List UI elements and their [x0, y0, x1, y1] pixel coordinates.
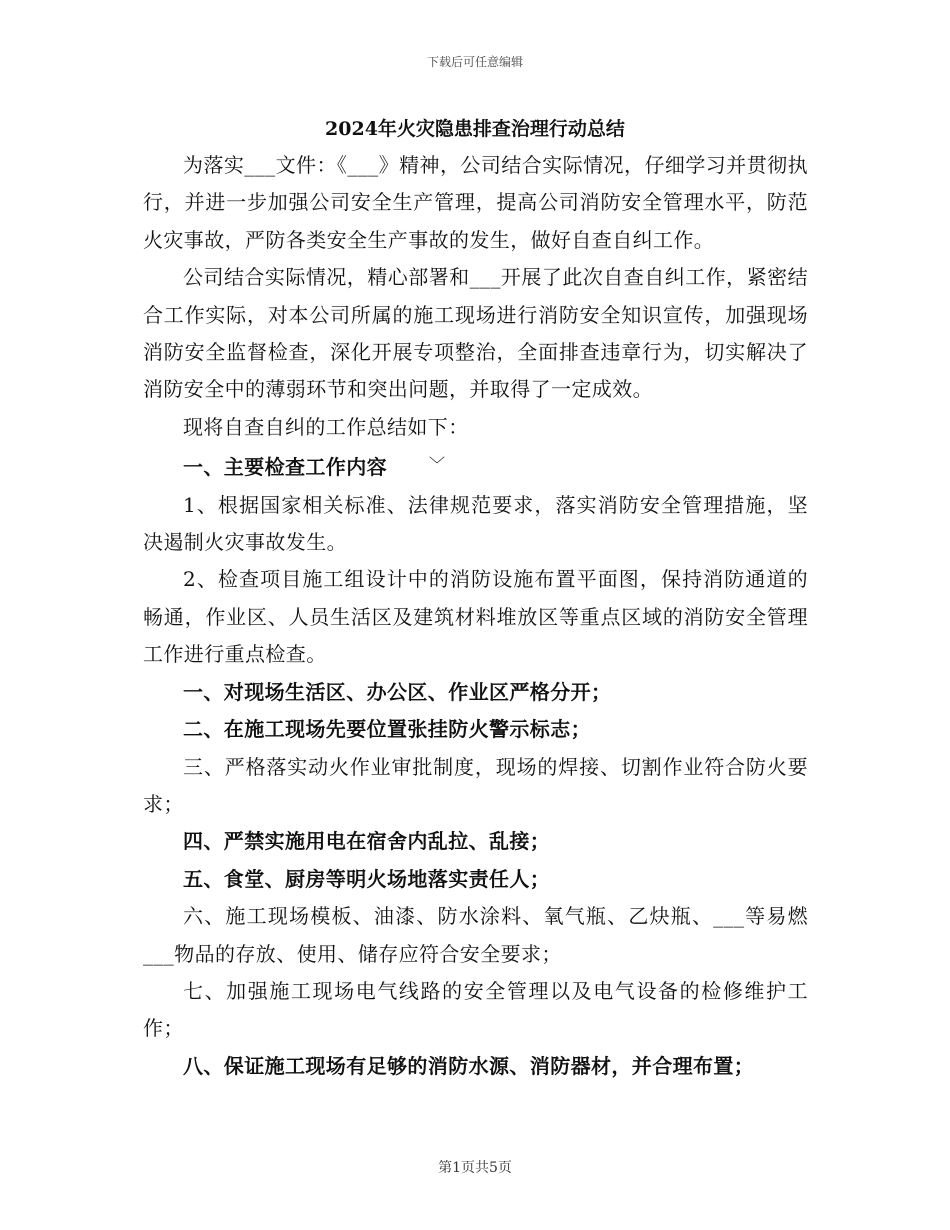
summary-lead-paragraph: 现将自查自纠的工作总结如下：	[183, 414, 469, 439]
section-heading-text: 一、主要检查工作内容	[183, 455, 387, 480]
check-item-1: 一、对现场生活区、办公区、作业区严格分开；	[183, 679, 612, 704]
item-paragraph-2: 2、检查项目施工组设计中的消防设施布置平面图，保持消防通道的畅通，作业区、人员生活区及建筑材料堆放区等重点区域的消防安全管理工作进行重点检查。	[143, 567, 808, 667]
check-item-5: 五、食堂、厨房等明火场地落实责任人；	[183, 866, 551, 891]
intro-paragraph: 为落实___文件：《___》精神，公司结合实际情况，仔细学习并贯彻执行，并进一步加强公司安全生产管理，提高公司消防安全管理水平，防范火灾事故，严防各类安全生产事故的发生，做好自查自纠工作。	[143, 153, 808, 252]
document-body	[143, 147, 808, 1085]
document-title: 2024年火灾隐患排查治理行动总结	[325, 118, 625, 140]
check-item-7: 七、加强施工现场电气线路的安全管理以及电气设备的检修维护工作；	[143, 978, 808, 1041]
chevron-down-icon: ﹀	[429, 455, 446, 475]
check-item-8: 八、保证施工现场有足够的消防水源、消防器材，并合理布置；	[183, 1053, 755, 1078]
page-header-note: 下载后可任意编辑	[426, 55, 523, 69]
check-item-2: 二、在施工现场先要位置张挂防火警示标志；	[183, 717, 591, 742]
check-item-3: 三、严格落实动火作业审批制度，现场的焊接、切割作业符合防火要求；	[143, 754, 808, 816]
page-footer-number: 第1页共5页	[438, 1160, 512, 1176]
item-paragraph-1: 1、根据国家相关标准、法律规范要求，落实消防安全管理措施，坚决遏制火灾事故发生。	[143, 492, 808, 555]
section-heading-1	[143, 446, 808, 486]
check-item-4: 四、严禁实施用电在宿舍内乱拉、乱接；	[183, 829, 551, 854]
check-item-6: 六、施工现场模板、油漆、防水涂料、氧气瓶、乙炔瓶、___等易燃___物品的存放、使用、储存应符合安全要求；	[143, 904, 808, 966]
deployment-paragraph: 公司结合实际情况，精心部署和___开展了此次自查自纠工作，紧密结合工作实际，对本公司所属的施工现场进行消防安全知识宣传，加强现场消防安全监督检查，深化开展专项整治，全面排查违章行为，切实解决了消防安全中的薄弱环节和突出问题，并取得了一定成效。	[143, 265, 808, 402]
